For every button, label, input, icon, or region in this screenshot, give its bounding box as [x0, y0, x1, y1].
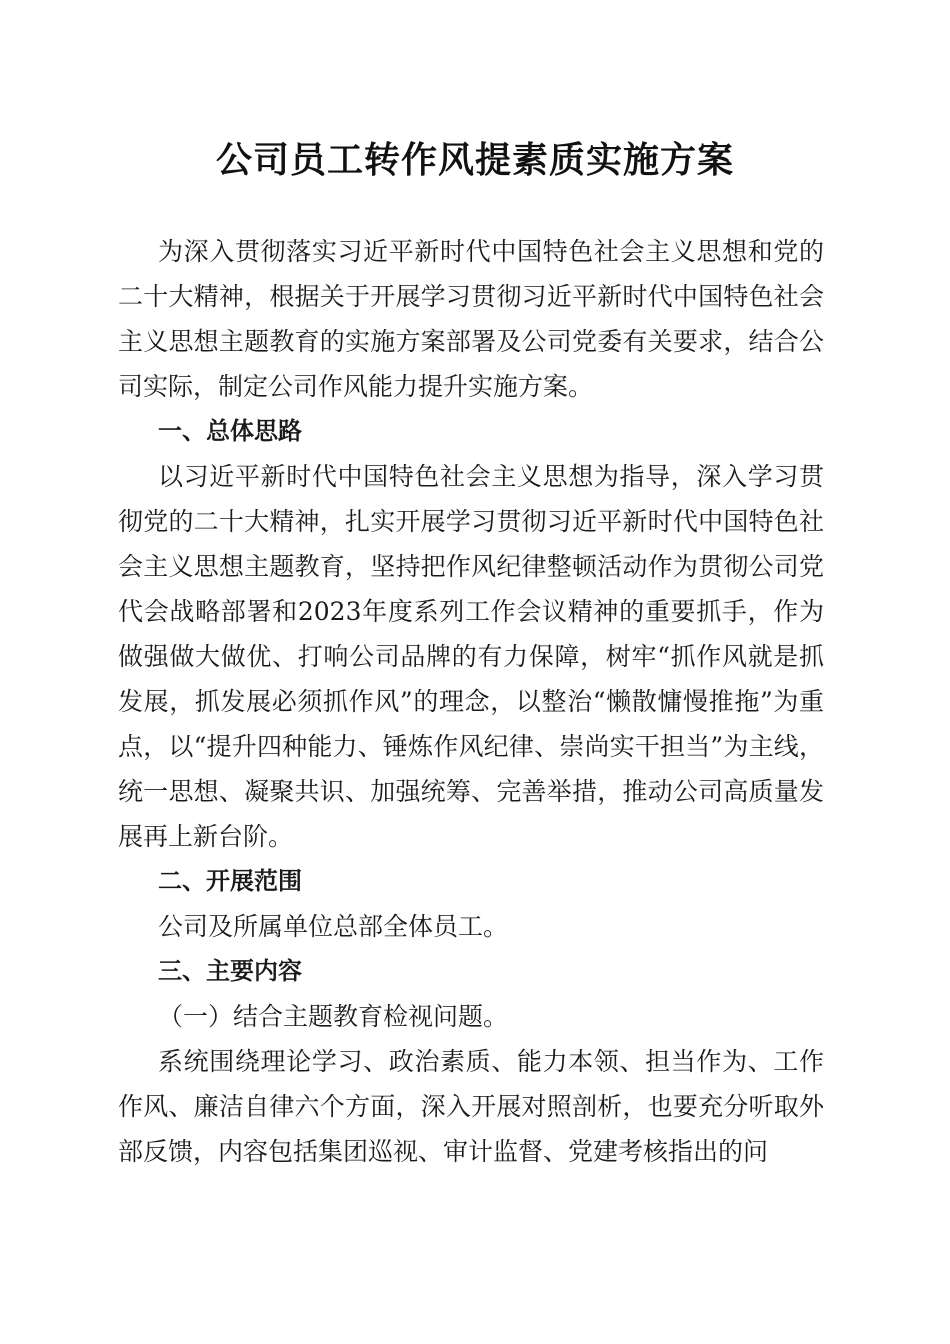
section-heading-scope: 二、开展范围: [158, 867, 302, 895]
intro-paragraph: 为深入贯彻落实习近平新时代中国特色社会主义思想和党的二十大精神，根据关于开展学习贯彻习近平新时代中国特色社会主义思想主题教育的实施方案部署及公司党委有关要求，结合公司实际，制定公司作风能力提升实施方案。: [118, 237, 824, 401]
subsection-heading-review-issues: （一）结合主题教育检视问题。: [158, 1002, 509, 1031]
document-title: 公司员工转作风提素质实施方案: [215, 139, 734, 181]
scope-paragraph: 公司及所属单位总部全体员工。: [158, 912, 509, 941]
section-heading-main-content: 三、主要内容: [158, 957, 302, 985]
review-issues-paragraph: 系统围绕理论学习、政治素质、能力本领、担当作为、工作作风、廉洁自律六个方面，深入开展对照剖析，也要充分听取外部反馈，内容包括集团巡视、审计监督、党建考核指出的问: [118, 1047, 824, 1166]
section-heading-overall-approach: 一、总体思路: [158, 417, 302, 445]
document-body: [118, 229, 824, 1174]
overall-approach-paragraph: 以习近平新时代中国特色社会主义思想为指导，深入学习贯彻党的二十大精神，扎实开展学习贯彻习近平新时代中国特色社会主义思想主题教育，坚持把作风纪律整顿活动作为贯彻公司党代会战略部署和2023年度系列工作会议精神的重要抓手，作为做强做大做优、打响公司品牌的有力保障，树牢“抓作风就是抓发展，抓发展必须抓作风”的理念，以整治“懒散慵慢推拖”为重点，以“提升四种能力、锤炼作风纪律、崇尚实干担当”为主线，统一思想、凝聚共识、加强统筹、完善举措，推动公司高质量发展再上新台阶。: [118, 462, 824, 851]
